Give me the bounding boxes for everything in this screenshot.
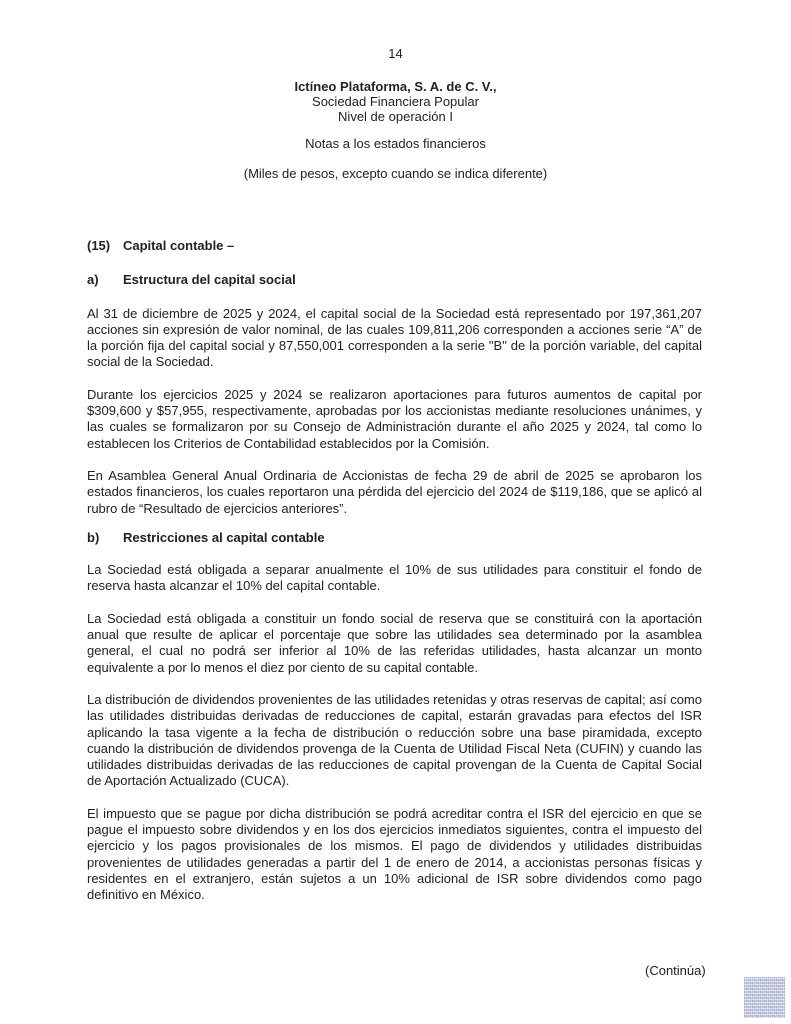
subsection-title: Estructura del capital social — [123, 272, 296, 288]
subsection-title: Restricciones al capital contable — [123, 529, 325, 545]
company-name: Ictíneo Plataforma, S. A. de C. V., — [294, 79, 497, 94]
subsection-heading-b — [87, 530, 702, 546]
paragraph: El impuesto que se pague por dicha distribución se podrá acreditar contra el ISR del ejercicio en que se pague el impuesto sobre dividendos y en los dos ejercicios inmediatos siguientes, contra el impuesto del ejercicio y los pagos provisionales de los mismos. El pago de dividendos y utilidades distribuidas provenientes de utilidades generadas a partir del 1 de enero de 2014, a accionistas personas físicas y residentes en el extranjero, están sujetos a un 10% adicional de ISR sobre dividendos como pago definitivo en México. — [87, 805, 702, 903]
units-note: (Miles de pesos, excepto cuando se indica diferente) — [243, 166, 548, 181]
page-number: 14 — [388, 46, 403, 61]
section-heading — [87, 238, 702, 254]
paragraph: Al 31 de diciembre de 2025 y 2024, el capital social de la Sociedad está representado por 197,361,207 acciones sin expresión de valor nominal, de las cuales 109,811,206 corresponden a acciones serie “A” de la porción fija del capital social y 87,550,001 corresponden a la serie "B" de la porción variable, del capital social de la Sociedad. — [87, 305, 702, 370]
paragraph: La Sociedad está obligada a separar anualmente el 10% de sus utilidades para constituir el fondo de reserva hasta alcanzar el 10% del capital contable. — [87, 562, 702, 594]
paragraph: La distribución de dividendos provenientes de las utilidades retenidas y otras reservas de capital; así como las utilidades distribuidas derivadas de reducciones de capital, estarán gravadas para efectos del ISR aplicando la tasa vigente a la fecha de distribución o reducción sobre una base piramidada, excepto cuando la distribución de dividendos provenga de la Cuenta de Utilidad Fiscal Neta (CUFIN) y cuando las utilidades distribuidas derivadas de las reducciones de capital provengan de la Cuenta de Capital Social de Aportación Actualizado (CUCA). — [87, 691, 702, 789]
subsection-label: a) — [87, 272, 99, 288]
qr-code-icon — [744, 977, 785, 1018]
entity-type: Sociedad Financiera Popular — [312, 94, 479, 109]
paragraph: Durante los ejercicios 2025 y 2024 se realizaron aportaciones para futuros aumentos de capital por $309,600 y $57,955, respectivamente, aprobadas por los accionistas mediante resoluciones unánimes, y las cuales se formalizaron por su Consejo de Administración durante el año 2025 y 2024, tal como lo establecen los Criterios de Contabilidad establecidos por la Comisión. — [87, 386, 702, 451]
paragraph: La Sociedad está obligada a constituir un fondo social de reserva que se constituirá con la aportación anual que resulte de aplicar el porcentaje que sobre las utilidades sea determinado por la asamblea general, el cual no podrá ser inferior al 10% de las referidas utilidades, hasta alcanzar un monto equivalente a por lo menos el diez por ciento de su capital contable. — [87, 610, 702, 675]
document-header — [0, 79, 791, 124]
notes-title: Notas a los estados financieros — [305, 136, 486, 151]
subsection-label: b) — [87, 529, 100, 545]
document-body — [87, 238, 702, 904]
section-number: (15) — [87, 238, 111, 253]
section-title: Capital contable – — [123, 238, 235, 253]
subsection-heading-a — [87, 272, 702, 288]
operation-level: Nivel de operación I — [338, 109, 453, 124]
continues-label: (Continúa) — [645, 963, 706, 978]
paragraph: En Asamblea General Anual Ordinaria de Accionistas de fecha 29 de abril de 2025 se aprobaron los estados financieros, los cuales reportaron una pérdida del ejercicio del 2024 de $119,186, que se aplicó al rubro de “Resultado de ejercicios anteriores”. — [87, 467, 702, 516]
